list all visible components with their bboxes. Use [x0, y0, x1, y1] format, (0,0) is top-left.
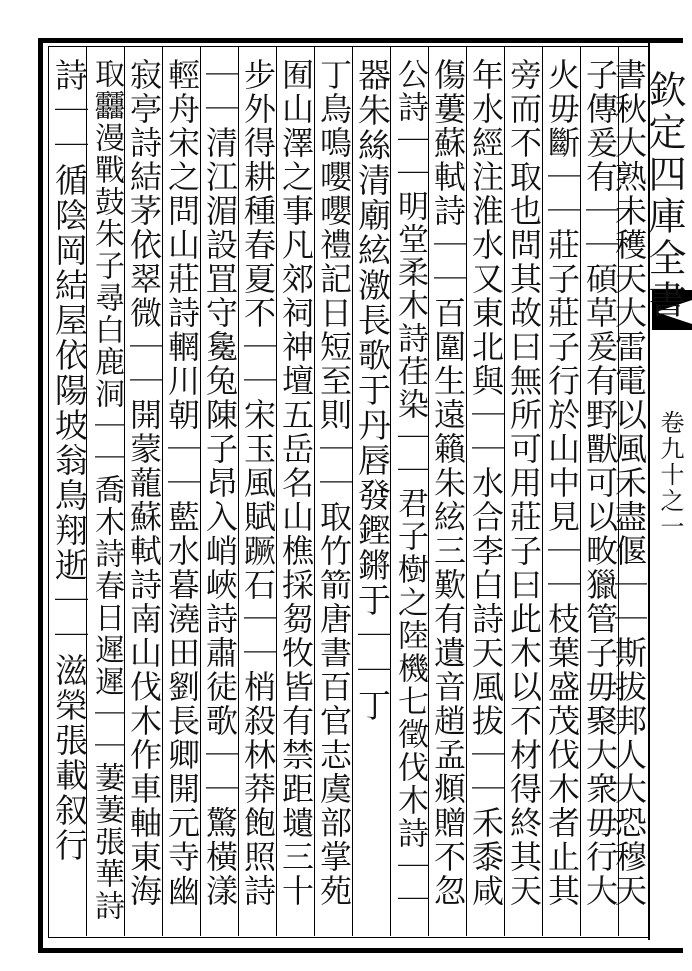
column-text: 公詩｜｜明堂柔木詩荏染｜｜君子樹之陸機七徵伐木詩｜｜ [392, 58, 428, 916]
text-column [50, 58, 88, 928]
text-column [543, 58, 581, 928]
column-text: 寂亭詩結茅依翠微｜｜開蒙蘢蘇軾詩南山伐木作車軸東海 [125, 58, 163, 908]
column-text: 子傳爰有｜｜碩草爰有野獸可以畋獵管子毋聚大衆毋行大 [581, 58, 619, 908]
column-text: 旁而不取也問其故曰無所可用莊子曰此木以不材得終其天 [505, 58, 543, 908]
column-text: 書秋大熟未穫天大雷電以風禾盡偃｜｜斯拔邦人大恐穆天 [610, 58, 648, 908]
column-text: 步外得耕種春夏不｜｜宋玉風賦蹶石｜｜梢殺林莽飽照詩 [239, 58, 277, 908]
volume-label: 卷九十之一 [656, 410, 684, 540]
column-text: 年水經注淮水又東北與｜｜水合李白詩天風拔｜｜禾黍咸 [467, 58, 505, 908]
column-text: 器朱絲清廟絃激長歌于丹唇發鏗鏘于｜｜丁 [353, 58, 392, 723]
text-column [201, 58, 239, 928]
text-column [467, 58, 505, 928]
text-column [87, 58, 125, 928]
book-title: 欽定四庫全書 [642, 70, 686, 322]
column-text: 丁鳥鳴嚶嚶禮記日短至則｜｜取竹箭唐書百官志虞部掌苑 [315, 58, 353, 908]
column-text: 傷蔞蘇軾詩｜｜百圍生遠籟朱絃三歎有遺音趙孟頫贈不忽 [429, 58, 467, 908]
text-column [315, 58, 353, 928]
text-column [429, 58, 467, 928]
text-column [391, 58, 429, 928]
column-text: 輕舟宋之問山莊詩輞川朝｜｜藍水暮澆田劉長卿開元寺幽 [163, 58, 201, 908]
text-column [581, 58, 619, 928]
text-column [353, 58, 391, 928]
column-text: 詩｜｜循陰岡結屋依陽坡翁鳥翔逝｜｜滋榮張載叙行 [50, 58, 89, 863]
column-text: 囿山澤之事凡郊祠神壇五岳名山樵採芻牧皆有禁距壝三十 [277, 58, 315, 908]
text-column [163, 58, 201, 928]
text-column [277, 58, 315, 928]
column-text: ｜｜清江湄設罝守毚兔陳子昂入峭峽詩肅徒歌｜｜驚橫漾 [201, 58, 239, 908]
column-text: 取䨻漫戰鼓朱子尋白鹿洞｜｜喬木詩春日遲遲｜｜萋萋張華詩 [89, 58, 124, 922]
text-column [239, 58, 277, 928]
text-column [505, 58, 543, 928]
column-text: 火毋斷｜｜莊子莊子行於山中見｜｜枝葉盛茂伐木者止其 [543, 58, 581, 908]
text-column [125, 58, 163, 928]
